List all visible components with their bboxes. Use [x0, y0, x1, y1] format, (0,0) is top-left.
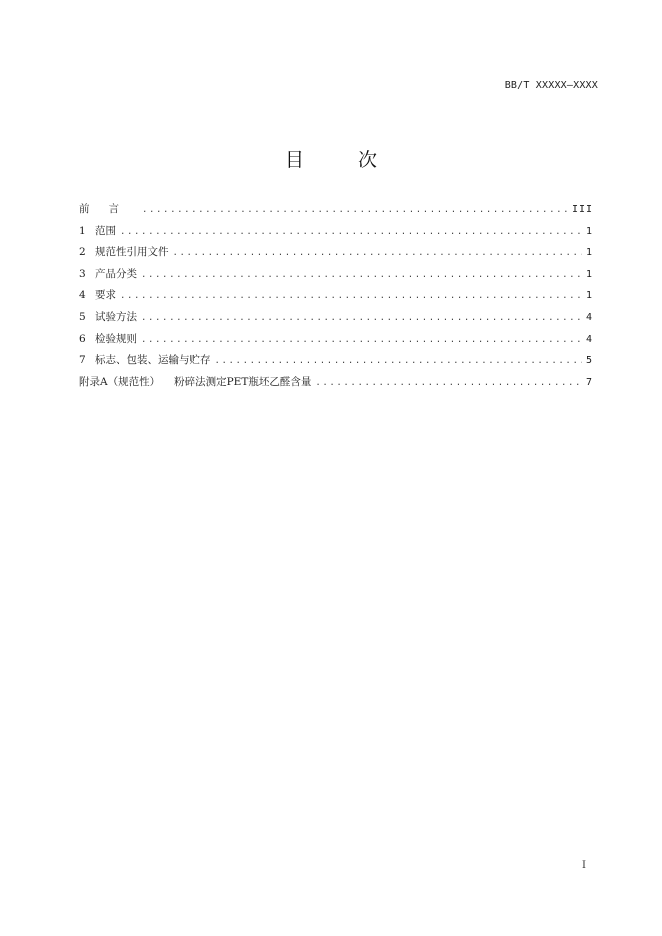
toc-entry-page: 4 — [585, 311, 593, 323]
toc-entry-marking-packaging[interactable] — [79, 350, 593, 372]
table-of-contents — [79, 199, 593, 393]
toc-entry-page: 4 — [585, 333, 593, 345]
toc-entry-label: 范围 — [95, 224, 116, 237]
toc-leader-dots — [120, 286, 582, 308]
toc-entry-appendix-title: 粉碎法测定PET瓶坯乙醛含量 — [174, 375, 312, 388]
page-title: 目 次 — [284, 149, 402, 171]
toc-entry-page: 1 — [585, 225, 593, 237]
toc-entry-label: 试验方法 — [95, 310, 137, 323]
toc-leader-dots — [215, 351, 582, 373]
toc-leader-dots — [142, 200, 568, 222]
toc-entry-label: 检验规则 — [95, 332, 137, 345]
toc-entry-page: 1 — [585, 290, 593, 302]
toc-entry-normative-references[interactable] — [79, 242, 593, 264]
toc-entry-scope[interactable] — [79, 221, 593, 243]
toc-entry-number: 2 — [79, 246, 86, 259]
toc-entry-label: 产品分类 — [95, 267, 137, 280]
toc-entry-page: 7 — [585, 376, 593, 388]
toc-entry-page: III — [571, 204, 593, 215]
toc-entry-number: 7 — [79, 354, 86, 367]
toc-leader-dots — [141, 265, 582, 287]
toc-leader-dots — [120, 222, 582, 244]
toc-leader-dots — [141, 308, 582, 330]
toc-entry-number: 4 — [79, 289, 86, 302]
toc-entry-number: 3 — [79, 267, 86, 280]
toc-entry-label: 前言 — [79, 203, 138, 215]
page-number: I — [582, 860, 586, 871]
toc-entry-foreword[interactable] — [79, 199, 593, 221]
toc-leader-dots — [141, 330, 582, 352]
toc-leader-dots — [173, 243, 582, 265]
toc-entry-test-methods[interactable] — [79, 307, 593, 329]
toc-entry-product-classification[interactable] — [79, 264, 593, 286]
standard-code: BB/T XXXXX—XXXX — [504, 80, 598, 91]
toc-entry-appendix-a[interactable] — [79, 372, 593, 394]
toc-entry-label: 标志、包装、运输与贮存 — [95, 354, 211, 367]
toc-entry-label: 规范性引用文件 — [95, 246, 169, 259]
toc-entry-label: 附录A（规范性） — [79, 375, 161, 388]
toc-entry-label: 要求 — [95, 289, 116, 302]
toc-entry-inspection-rules[interactable] — [79, 329, 593, 351]
toc-entry-number: 1 — [79, 224, 86, 237]
toc-entry-number: 6 — [79, 332, 86, 345]
toc-entry-page: 5 — [585, 355, 593, 367]
toc-entry-requirements[interactable] — [79, 285, 593, 307]
toc-entry-page: 1 — [585, 268, 593, 280]
toc-leader-dots — [315, 373, 582, 395]
toc-entry-page: 1 — [585, 247, 593, 259]
toc-entry-number: 5 — [79, 310, 86, 323]
